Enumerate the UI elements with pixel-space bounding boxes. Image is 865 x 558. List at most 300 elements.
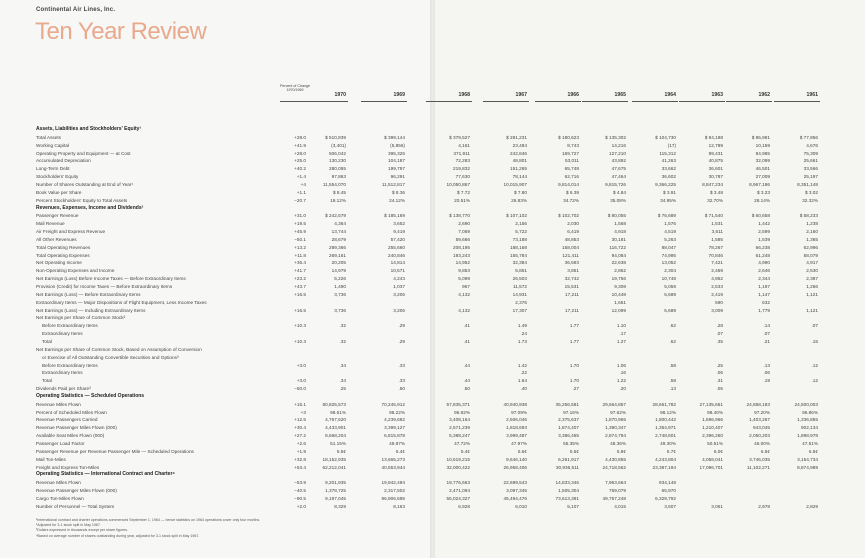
value-cell: 19,756 xyxy=(611,276,626,282)
value-cell: 13,744 xyxy=(331,229,346,235)
row-label: Operating Statistics — Scheduled Operations xyxy=(36,392,145,399)
header-rule xyxy=(679,101,725,102)
value-cell: 40,875 xyxy=(708,158,723,164)
value-cell: 48,853 xyxy=(564,236,579,242)
value-cell: 5,689 xyxy=(664,291,676,297)
value-cell: 10,159 xyxy=(755,142,770,148)
value-cell: 61,248 xyxy=(755,252,770,258)
value-cell: 51.15% xyxy=(330,441,346,446)
value-cell: 36,593 xyxy=(564,260,579,266)
value-cell: 34.72% xyxy=(563,197,579,203)
percent-change-cell: −53.9 xyxy=(294,480,306,486)
value-cell: 20.51% xyxy=(454,197,470,203)
row-label: Working Capital xyxy=(36,142,70,148)
value-cell: 10,050,867 xyxy=(446,181,470,187)
value-cell: 6.5¢ xyxy=(808,448,818,454)
value-cell: .17 xyxy=(619,331,626,337)
value-cell: 7,069 xyxy=(458,229,470,235)
value-cell: 33,662 xyxy=(661,166,676,172)
value-cell: .35 xyxy=(716,338,723,344)
value-cell: 5.6¢ xyxy=(517,448,527,454)
value-cell: 1,651 xyxy=(614,299,626,305)
value-cell: 188,168 xyxy=(510,244,527,250)
value-cell: 4,058,041 xyxy=(702,456,723,462)
value-cell: 32,000,422 xyxy=(446,464,470,470)
value-cell: 17,096,701 xyxy=(699,464,723,470)
value-cell: 36,601 xyxy=(708,166,723,172)
value-cell: 5,263 xyxy=(664,236,676,242)
value-cell: 6,329,792 xyxy=(655,495,676,501)
value-cell: 57,420 xyxy=(390,236,405,242)
value-cell: 10,448 xyxy=(611,291,626,297)
value-cell: 4,519 xyxy=(664,229,676,235)
value-cell: .31 xyxy=(716,378,723,384)
value-cell: 3,206 xyxy=(393,291,405,297)
value-cell: 6.0¢ xyxy=(713,448,723,454)
percent-change-cell: +2.6 xyxy=(296,441,306,446)
footnote: ³Dollars expressed in thousands except per share figures. xyxy=(36,528,128,533)
value-cell: 40,940,938 xyxy=(503,401,527,407)
value-cell: 28.14% xyxy=(754,197,770,203)
value-cell: 3,652 xyxy=(393,221,405,227)
value-cell: $ 7.80 xyxy=(513,189,527,195)
percent-change-cell: +12.5 xyxy=(294,417,306,423)
year-header: 1967 xyxy=(515,92,527,98)
value-cell: 2,862 xyxy=(614,268,626,274)
value-cell: 158,004 xyxy=(562,244,579,250)
value-cell: .50 xyxy=(463,386,470,392)
value-cell: 2,599 xyxy=(758,229,770,235)
value-cell: 32,742 xyxy=(564,276,579,282)
percent-change-cell: +31.0 xyxy=(294,213,306,219)
value-cell: $ 8.45 xyxy=(332,189,346,195)
value-cell: .15 xyxy=(811,338,818,344)
row-label: Revenue Miles Flown xyxy=(36,480,81,486)
value-cell: 3,408,164 xyxy=(449,417,470,423)
value-cell: 88,047 xyxy=(661,244,676,250)
percent-change-cell: +28.0 xyxy=(294,150,306,156)
value-cell: 40,553,944 xyxy=(381,464,405,470)
value-cell: 1,505,304 xyxy=(558,488,579,494)
percent-change-cell: +16.5 xyxy=(294,291,306,297)
value-cell: 2,387 xyxy=(806,276,818,282)
value-cell: 4,015 xyxy=(614,503,626,509)
value-cell: 27,135,661 xyxy=(699,401,723,407)
value-cell: $ 379,527 xyxy=(449,134,470,140)
value-cell: 943,045 xyxy=(753,425,770,431)
value-cell: 28,661,782 xyxy=(652,401,676,407)
value-cell: .28 xyxy=(716,323,723,329)
value-cell: 4,433,901 xyxy=(325,425,346,431)
value-cell: $ 94,188 xyxy=(704,134,723,140)
percent-change-cell: +30.4 xyxy=(294,425,306,431)
value-cell: 8,874,989 xyxy=(797,464,818,470)
value-cell: 24,500,003 xyxy=(794,401,818,407)
value-cell: 49.87% xyxy=(389,441,405,446)
value-cell: 155,784 xyxy=(510,252,527,258)
value-cell: 4,243 xyxy=(393,276,405,282)
row-label: Long-Term Debt xyxy=(36,166,70,172)
value-cell: .29 xyxy=(398,323,405,329)
value-cell: 2,050,203 xyxy=(749,433,770,439)
value-cell: 104,187 xyxy=(388,158,405,164)
value-cell: 96.86% xyxy=(802,409,818,415)
percent-change-cell: −20.7 xyxy=(294,197,306,203)
value-cell: 116,722 xyxy=(609,244,626,250)
value-cell: 5,388,247 xyxy=(449,433,470,439)
value-cell: 6,261,917 xyxy=(558,456,579,462)
value-cell: 96,906,695 xyxy=(381,495,405,501)
value-cell: 9,201,935 xyxy=(325,480,346,486)
value-cell: 80,825,573 xyxy=(322,401,346,407)
value-cell: 2,469 xyxy=(711,268,723,274)
value-cell: .44 xyxy=(463,362,470,368)
row-label: Assets, Liabilities and Stockholders' Equity¹ xyxy=(36,126,142,132)
value-cell: 9,853 xyxy=(458,268,470,274)
value-cell: 2,874,794 xyxy=(605,433,626,439)
value-cell: 1.64 xyxy=(517,378,527,384)
value-cell: 98.40% xyxy=(707,409,723,415)
value-cell: 1.70 xyxy=(569,378,579,384)
value-cell: 4,918 xyxy=(614,229,626,235)
value-cell: 2,375,637 xyxy=(558,417,579,423)
value-cell: 73,188 xyxy=(512,236,527,242)
value-cell: 1,568 xyxy=(614,221,626,227)
year-header: 1968 xyxy=(458,92,470,98)
value-cell: 3,386,465 xyxy=(558,433,579,439)
value-cell: 1.73 xyxy=(517,338,527,344)
value-cell: 74,995 xyxy=(661,252,676,258)
value-cell: 2,396,260 xyxy=(702,433,723,439)
value-cell: 96.92% xyxy=(454,409,470,415)
row-label: Operating Statistics — International Contract and Charter⁴ xyxy=(36,471,175,478)
percent-change-cell: −90.5 xyxy=(294,495,306,501)
value-cell: .22 xyxy=(520,370,527,376)
value-cell: 19,942,494 xyxy=(381,480,405,486)
value-cell: $ 135,302 xyxy=(605,134,626,140)
year-header: 1961 xyxy=(806,92,818,98)
value-cell: 10,748 xyxy=(661,276,676,282)
value-cell: 47.72% xyxy=(454,441,470,446)
row-label: Total xyxy=(42,338,52,344)
value-cell: .32 xyxy=(339,338,346,344)
value-cell: 1,403,267 xyxy=(749,417,770,423)
value-cell: .41 xyxy=(463,338,470,344)
value-cell: .25 xyxy=(716,362,723,368)
row-label: Air Freight and Express Revenue xyxy=(36,229,106,235)
value-cell: .40 xyxy=(520,386,527,392)
value-cell: 14,931 xyxy=(512,291,527,297)
value-cell: .05 xyxy=(716,386,723,392)
percent-change-cell: +13.2 xyxy=(294,244,306,250)
value-cell: 12,789 xyxy=(708,142,723,148)
value-cell: 1,779 xyxy=(758,307,770,313)
row-label: Total Operating Expenses xyxy=(36,252,90,258)
percent-change-cell: +32.8 xyxy=(294,456,306,462)
row-label: Percent of Scheduled Miles Flown xyxy=(36,409,107,415)
value-cell: 1.10 xyxy=(616,323,626,329)
value-cell: $ 107,102 xyxy=(506,213,527,219)
value-cell: (17) xyxy=(667,142,676,148)
value-cell: 96,291 xyxy=(390,174,405,180)
value-cell: 4,990 xyxy=(758,260,770,266)
row-label: Net Earnings (Loss) — Before Extraordinary Items xyxy=(36,291,141,297)
value-cell: 8,329 xyxy=(334,503,346,509)
percent-change-cell: +10.3 xyxy=(294,338,306,344)
value-cell: 30,787 xyxy=(708,174,723,180)
value-cell: 3,399,127 xyxy=(384,425,405,431)
value-cell: 1,210,407 xyxy=(702,425,723,431)
value-cell: .34 xyxy=(339,378,346,384)
value-cell: .13 xyxy=(763,362,770,368)
value-cell: 371,911 xyxy=(453,150,470,156)
value-cell: 14,216 xyxy=(611,142,626,148)
value-cell: 3,736 xyxy=(334,291,346,297)
value-cell: 3,206 xyxy=(393,307,405,313)
value-cell: 9,646,140 xyxy=(506,456,527,462)
value-cell: 66,238 xyxy=(755,244,770,250)
value-cell: .34 xyxy=(339,362,346,368)
value-cell: 151,265 xyxy=(510,166,527,172)
value-cell: 11,512,817 xyxy=(381,181,405,187)
percent-change-cell: +3.0 xyxy=(296,362,306,368)
value-cell: 7,963,664 xyxy=(605,480,626,486)
row-label: Cargo Ton-Miles Flown xyxy=(36,495,84,501)
value-cell: 169,727 xyxy=(562,150,579,156)
value-cell: 967 xyxy=(462,284,470,289)
value-cell: .33 xyxy=(398,378,405,384)
value-cell: 7,421 xyxy=(711,260,723,266)
header-rule xyxy=(280,101,310,102)
value-cell: 1,696,966 xyxy=(702,417,723,423)
value-cell: 10,015,907 xyxy=(503,181,527,187)
value-cell: 5,107 xyxy=(567,503,579,509)
value-cell: 9,815,726 xyxy=(605,181,626,187)
header-rule xyxy=(483,101,529,102)
value-cell: 11,572 xyxy=(513,284,527,289)
value-cell: 2,571,239 xyxy=(449,425,470,431)
value-cell: 8,351,148 xyxy=(797,181,818,187)
value-cell: 3,736 xyxy=(334,307,346,313)
value-cell: 1,354,971 xyxy=(655,425,676,431)
value-cell: .07 xyxy=(716,331,723,337)
value-cell: 5.5¢ xyxy=(336,448,346,454)
value-cell: 590 xyxy=(715,299,723,305)
value-cell: 97.20% xyxy=(754,409,770,415)
value-cell: 47.51% xyxy=(802,441,818,446)
value-cell: $ 71,540 xyxy=(704,213,723,219)
value-cell: 280,055 xyxy=(329,166,346,172)
value-cell: 41,263 xyxy=(661,158,676,164)
value-cell: $ 138,770 xyxy=(449,213,470,219)
value-cell: $ 95,981 xyxy=(751,134,770,140)
value-cell: $ 80,055 xyxy=(607,213,626,219)
value-cell: 632 xyxy=(762,299,770,305)
value-cell: 2,317,502 xyxy=(384,488,405,494)
value-cell: .33 xyxy=(398,362,405,368)
value-cell: 1.27 xyxy=(616,338,626,344)
value-cell: 10,571 xyxy=(390,268,405,274)
percent-change-cell: −50.0 xyxy=(294,386,306,392)
value-cell: 1,539 xyxy=(758,236,770,242)
value-cell: 48.36% xyxy=(610,441,626,446)
value-cell: 57,835,371 xyxy=(446,401,470,407)
value-cell: 13,665,273 xyxy=(381,456,405,462)
value-cell: 46,501 xyxy=(755,166,770,172)
row-label: Available Seat Miles Flown (000) xyxy=(36,433,105,439)
value-cell: 3,746,035 xyxy=(749,456,770,462)
value-cell: 72,283 xyxy=(455,158,470,164)
row-label: Number of Personnel — Total System xyxy=(36,503,115,509)
footnote: ¹International contract and charter operations commenced September 1, 1964 — hence statistics on 1964 operations cover only four months. xyxy=(36,518,261,522)
value-cell: 30,936,511 xyxy=(555,464,579,470)
value-cell: 20,205 xyxy=(331,260,346,266)
value-cell: 49.30% xyxy=(660,441,676,446)
value-cell: 78,144 xyxy=(512,174,527,180)
value-cell: 99,431 xyxy=(708,150,723,156)
value-cell: 28,679 xyxy=(331,236,346,242)
value-cell: 98.12% xyxy=(660,409,676,415)
value-cell: .20 xyxy=(619,386,626,392)
value-cell: 15,531 xyxy=(564,284,579,289)
footnotes xyxy=(36,518,260,539)
value-cell: 6,815,878 xyxy=(384,433,405,439)
value-cell: .06 xyxy=(763,370,770,376)
value-cell: 6.5¢ xyxy=(760,448,770,454)
value-cell: 2,978 xyxy=(758,503,770,509)
row-label: Net Earnings per Share of Common Stock, Based on Assumption of Conversion xyxy=(36,346,202,352)
value-cell: 1,818,693 xyxy=(506,425,527,431)
value-cell: 1,147 xyxy=(758,291,770,297)
value-cell: 8,743 xyxy=(567,142,579,148)
value-cell: 5,059 xyxy=(664,284,676,289)
value-cell: 3,009 xyxy=(711,307,723,313)
header-rule xyxy=(361,101,407,102)
percent-change-cell: −40.5 xyxy=(294,488,306,494)
value-cell: 47,464 xyxy=(611,174,626,180)
value-cell: 14,833,346 xyxy=(555,480,579,486)
value-cell: 22,638 xyxy=(611,260,626,266)
value-cell: 2,419 xyxy=(711,291,723,297)
header-rule xyxy=(535,101,581,102)
value-cell: .58 xyxy=(669,378,676,384)
value-cell: 17,211 xyxy=(565,291,579,297)
value-cell: 1,898,978 xyxy=(797,433,818,439)
percent-change-cell: +15.1 xyxy=(294,401,306,407)
value-cell: 1.22 xyxy=(616,378,626,384)
percent-change-cell: +16.5 xyxy=(294,307,306,313)
value-cell: 1,490 xyxy=(334,284,346,289)
value-cell: 115,312 xyxy=(659,150,676,156)
percent-change-cell: +1.9 xyxy=(296,448,306,454)
value-cell: 6,928 xyxy=(458,503,470,509)
value-cell: .32 xyxy=(339,323,346,329)
value-cell: 5,861 xyxy=(515,268,527,274)
value-cell: 3,851 xyxy=(567,268,579,274)
value-cell: 5,226 xyxy=(334,276,346,282)
value-cell: 97.62% xyxy=(610,409,626,415)
row-label: Freight and Express Ton-Miles xyxy=(36,464,100,470)
value-cell: 2,690 xyxy=(458,221,470,227)
value-cell: 934,148 xyxy=(659,480,676,486)
row-label: Number of Shares Outstanding at End of Year¹ xyxy=(36,181,133,187)
row-label: Passenger Load Factor xyxy=(36,441,85,446)
value-cell: 1,121 xyxy=(806,291,818,297)
value-cell: 73,613,391 xyxy=(555,495,579,501)
company-name: Continental Air Lines, Inc. xyxy=(36,7,116,13)
value-cell: .44 xyxy=(463,378,470,384)
value-cell: 33,566 xyxy=(803,166,818,172)
footnote: ⁴Based on average number of shares outstanding during year, adjusted for 3-1 stock split in May 1967. xyxy=(36,533,200,538)
value-cell: 35,256,581 xyxy=(555,401,579,407)
percent-change-cell: +23.2 xyxy=(294,276,306,282)
percent-change-cell: +28.0 xyxy=(294,134,306,140)
row-label: Total Operating Revenues xyxy=(36,244,91,250)
percent-change-cell: +1.1 xyxy=(296,189,306,195)
value-cell: 3,061 xyxy=(711,503,723,509)
value-cell: $ 4.84 xyxy=(612,189,626,195)
value-cell: 26,958,406 xyxy=(503,464,527,470)
value-cell: 9,308 xyxy=(614,284,626,289)
value-cell: 2,748,601 xyxy=(655,433,676,439)
value-cell: 6,419 xyxy=(567,229,579,235)
value-cell: 2,156 xyxy=(515,221,527,227)
value-cell: 58,079 xyxy=(803,252,818,258)
row-label: Non-Operating Expenses and Income xyxy=(36,268,115,274)
row-label: or Exercise of All Outstanding Convertible Securities and Options³ xyxy=(42,354,179,360)
row-label: Accumulated Depreciation xyxy=(36,158,91,164)
value-cell: 59,666 xyxy=(455,236,470,242)
value-cell: .29 xyxy=(398,338,405,344)
value-cell: 269,161 xyxy=(329,252,346,258)
year-header: 1965 xyxy=(614,92,626,98)
value-cell: 289,366 xyxy=(329,244,346,250)
value-cell: 26.83% xyxy=(511,197,527,203)
row-label: Before Extraordinary Items xyxy=(42,362,98,368)
value-cell: 1,266 xyxy=(806,284,818,289)
value-cell: 55,024,327 xyxy=(446,495,470,501)
row-label: Passenger Revenue per Revenue Passenger Mile — Scheduled Operations xyxy=(36,448,194,454)
value-cell: 5,099 xyxy=(458,276,470,282)
value-cell: 193,243 xyxy=(453,252,470,258)
value-cell: 1,336,855 xyxy=(797,417,818,423)
value-cell: 55.35% xyxy=(563,441,579,446)
value-cell: 255,660 xyxy=(388,244,405,250)
value-cell: $ 104,730 xyxy=(655,134,676,140)
percent-change-cell: +19.5 xyxy=(294,221,306,227)
value-cell: 3,154,734 xyxy=(797,456,818,462)
value-cell: $ 510,839 xyxy=(325,134,346,140)
percent-change-cell: +2.0 xyxy=(296,503,306,509)
value-cell: 27,009 xyxy=(755,174,770,180)
percent-change-cell: +41.9 xyxy=(294,142,306,148)
value-cell: $ 291,231 xyxy=(506,134,527,140)
value-cell: 1.77 xyxy=(569,323,579,329)
row-label: Before Extraordinary Items xyxy=(42,323,98,329)
value-cell: 24,858,183 xyxy=(746,401,770,407)
value-cell: 49,757,248 xyxy=(602,495,626,501)
row-label: Passenger Revenue xyxy=(36,213,79,219)
value-cell: 5.8¢ xyxy=(616,448,626,454)
percent-change-cell: +25.0 xyxy=(294,158,306,164)
value-cell: 1.06 xyxy=(616,362,626,368)
value-cell: $ 399,144 xyxy=(384,134,405,140)
value-cell: $ 58,233 xyxy=(799,213,818,219)
value-cell: 34.95% xyxy=(660,197,676,203)
value-cell: 32,099 xyxy=(755,158,770,164)
header-rule xyxy=(774,101,820,102)
value-cell: 2,530 xyxy=(806,268,818,274)
